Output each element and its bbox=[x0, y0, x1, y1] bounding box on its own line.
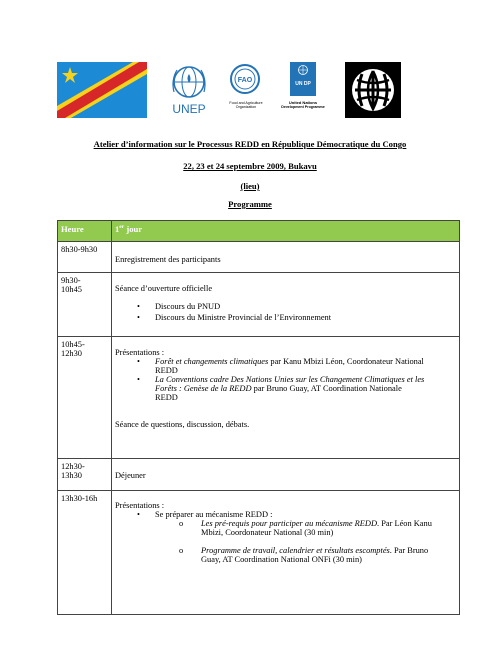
heure-header: Heure bbox=[58, 221, 112, 242]
undp-mark: UN DP bbox=[295, 81, 311, 87]
time-cell: 10h45- 12h30 bbox=[58, 337, 112, 459]
activity-cell: Présentations : • Forêt et changements climatiques par Kanu Mbizi Léon, Coordonateur National REDD • La Conventions cadre Des Nations Unies sur les Changement Climatiques et les Forêts : Genèse de la REDD par Bruno Guay, AT Coordination Nationale REDD Séance de questions, discussion, débats. bbox=[112, 337, 460, 459]
programme-heading: Programme bbox=[228, 199, 272, 209]
list-item: • La Conventions cadre Des Nations Unies sur les Changement Climatiques et les Forêts : Genèse de la REDD par Bruno Guay, AT Coordination Nationale REDD bbox=[137, 375, 425, 402]
time-cell: 12h30- 13h30 bbox=[58, 459, 112, 491]
time-cell: 13h30-16h bbox=[58, 491, 112, 615]
activity-cell: Déjeuner bbox=[112, 459, 460, 491]
programme-table bbox=[57, 220, 460, 615]
table-row bbox=[58, 273, 460, 337]
undp-logo bbox=[290, 62, 316, 96]
time-cell: 8h30-9h30 bbox=[58, 242, 112, 273]
workshop-title: Atelier d’information sur le Processus REDD en République Démocratique du Congo bbox=[93, 139, 407, 149]
list-item: • Discours du Ministre Provincial de l’Environnement bbox=[137, 313, 332, 322]
un-emblem-icon bbox=[296, 64, 310, 76]
table-row bbox=[58, 337, 460, 459]
time-cell: 9h30- 10h45 bbox=[58, 273, 112, 337]
fao-label-2: Organization bbox=[235, 105, 257, 109]
fao-label-1: Food and Agriculture bbox=[229, 101, 263, 105]
table-row bbox=[58, 242, 460, 273]
svg-text:FAO: FAO bbox=[237, 77, 253, 84]
activity-cell: Séance d’ouverture officielle • Discours du PNUD • Discours du Ministre Provincial de l’Environnement bbox=[112, 273, 460, 337]
undp-label-1: United Nations bbox=[288, 100, 318, 105]
day-header: 1er jour bbox=[112, 221, 460, 242]
activity-cell: Enregistrement des participants bbox=[112, 242, 460, 273]
fao-logo bbox=[228, 62, 262, 98]
unep-label: UNEP bbox=[172, 102, 206, 116]
table-row bbox=[58, 491, 460, 615]
logo-banner bbox=[0, 62, 500, 118]
table-header-row bbox=[58, 221, 460, 242]
sub-list-item: o Les pré-requis pour participer au mécanisme REDD. Par Léon Kanu Mbizi, Coordonateur National (30 min) bbox=[179, 519, 432, 537]
sub-list-item: o Programme de travail, calendrier et résultats escomptés. Par Bruno Guay, AT Coordination National ONFi (30 min) bbox=[179, 546, 429, 564]
list-item: • Discours du PNUD bbox=[137, 302, 221, 311]
world-bank-logo bbox=[345, 62, 401, 118]
workshop-place: (lieu) bbox=[240, 181, 260, 191]
drc-flag-logo bbox=[57, 62, 147, 118]
list-item: • Se préparer au mécanisme REDD : bbox=[137, 510, 273, 519]
table-row bbox=[58, 459, 460, 491]
activity-cell: Présentations : • Se préparer au mécanisme REDD : o Les pré-requis pour participer au mécanisme REDD. Par Léon Kanu Mbizi, Coordonateur National (30 min) o Programme de travail, calendrier et résultats escomptés. Par Bruno Guay, AT Coordination National ONFi (30 min) bbox=[112, 491, 460, 615]
workshop-dates: 22, 23 et 24 septembre 2009, Bukavu bbox=[183, 161, 317, 171]
undp-label-2: Development Programme bbox=[281, 105, 325, 109]
list-item: • Forêt et changements climatiques par Kanu Mbizi Léon, Coordonateur National REDD bbox=[137, 357, 424, 375]
